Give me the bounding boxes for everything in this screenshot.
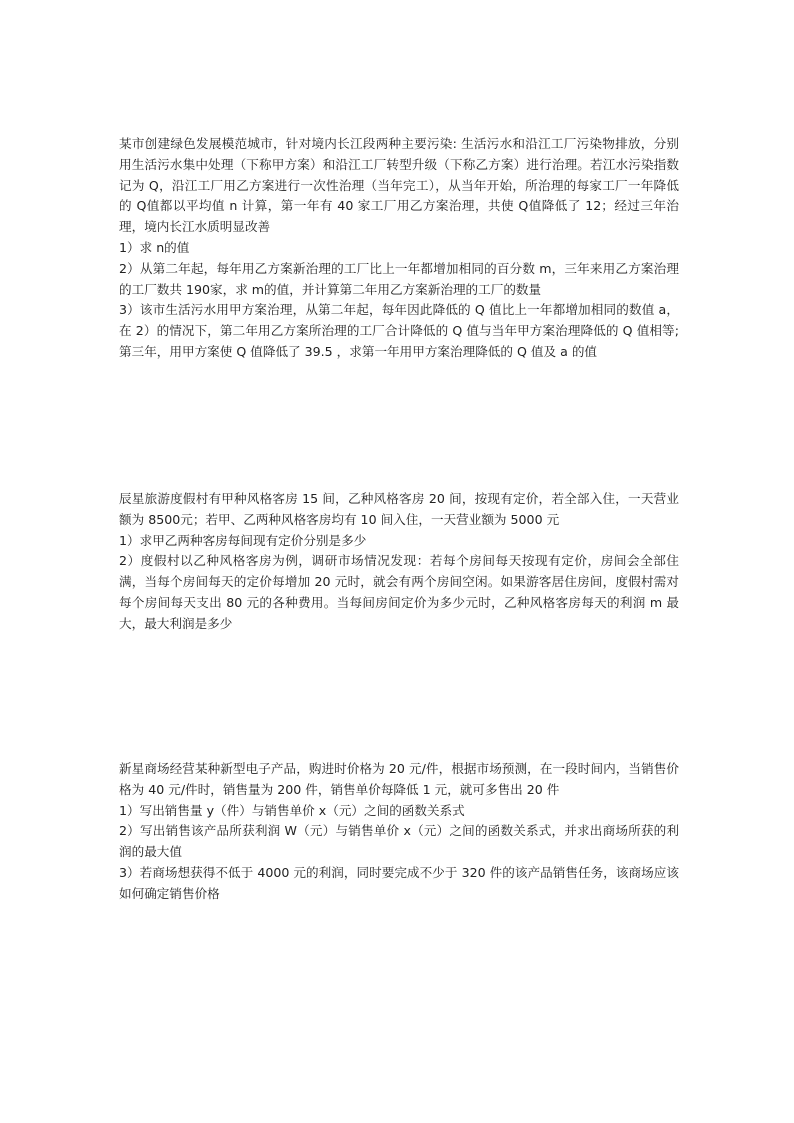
problem-2-question-2: 2）度假村以乙种风格客房为例，调研市场情况发现：若每个房间每天按现有定价，房间会全部住满，当每个房间每天的定价每增加 20 元时，就会有两个房间空闲。如果游客居住房间，度假村需对每个房间每天支出 80 元的各种费用。当每间房间定价为多少元时，乙种风格客房每天的利润 m 最大，最大利润是多少 — [119, 553, 679, 631]
problem-2-question-1: 1）求甲乙两种客房每间现有定价分别是多少 — [119, 532, 367, 548]
problem-1-question-2: 2）从第二年起，每年用乙方案新治理的工厂比上一年都增加相同的百分数 m，三年来用乙方案治理的工厂数共 190家，求 m的值，并计算第二年用乙方案新治理的工厂的数量 — [119, 260, 679, 297]
problem-3 — [119, 759, 679, 905]
problem-3-statement: 新星商场经营某种新型电子产品，购进时价格为 20 元/件，根据市场预测，在一段时间内，当销售价格为 40 元/件时，销售量为 200 件，销售单价每降低 1 元，就可多售出 20 件 — [119, 761, 679, 797]
problem-2 — [119, 489, 679, 635]
problem-1 — [119, 134, 679, 363]
problem-2-statement: 辰星旅游度假村有甲种风格客房 15 间，乙种风格客房 20 间，按现有定价，若全部入住，一天营业额为 8500元；若甲、乙两种风格客房均有 10 间入住，一天营业额为 5000 元 — [119, 491, 679, 527]
problem-1-question-1: 1）求 n的值 — [119, 239, 190, 255]
problem-1-statement: 某市创建绿色发展模范城市，针对境内长江段两种主要污染: 生活污水和沿江工厂污染物排放，分别用生活污水集中处理（下称甲方案）和沿江工厂转型升级（下称乙方案）进行治理。若江水污染指数记为 Q，沿江工厂用乙方案进行一次性治理（当年完工），从当年开始，所治理的每家工厂一年降低的 Q值都以平均值 n 计算，第一年有 40 家工厂用乙方案治理，共使 Q值降低了 12；经过三年治理，境内长江水质明显改善 — [119, 136, 679, 235]
problem-3-question-1: 1）写出销售量 y（件）与销售单价 x（元）之间的函数关系式 — [119, 802, 465, 818]
problem-1-question-3: 3）该市生活污水用甲方案治理，从第二年起，每年因此降低的 Q 值比上一年都增加相同的数值 a，在 2）的情况下，第二年用乙方案所治理的工厂合计降低的 Q 值与当年甲方案治理降低的 Q 值相等; 第三年，用甲方案使 Q 值降低了 39.5 ，求第一年用甲方案治理降低的 Q 值及 a 的值 — [119, 302, 679, 359]
problem-3-question-2: 2）写出销售该产品所获利润 W（元）与销售单价 x（元）之间的函数关系式，并求出商场所获的利润的最大值 — [119, 823, 679, 860]
problem-3-question-3: 3）若商场想获得不低于 4000 元的利润，同时要完成不少于 320 件的该产品销售任务，该商场应该如何确定销售价格 — [119, 864, 679, 901]
